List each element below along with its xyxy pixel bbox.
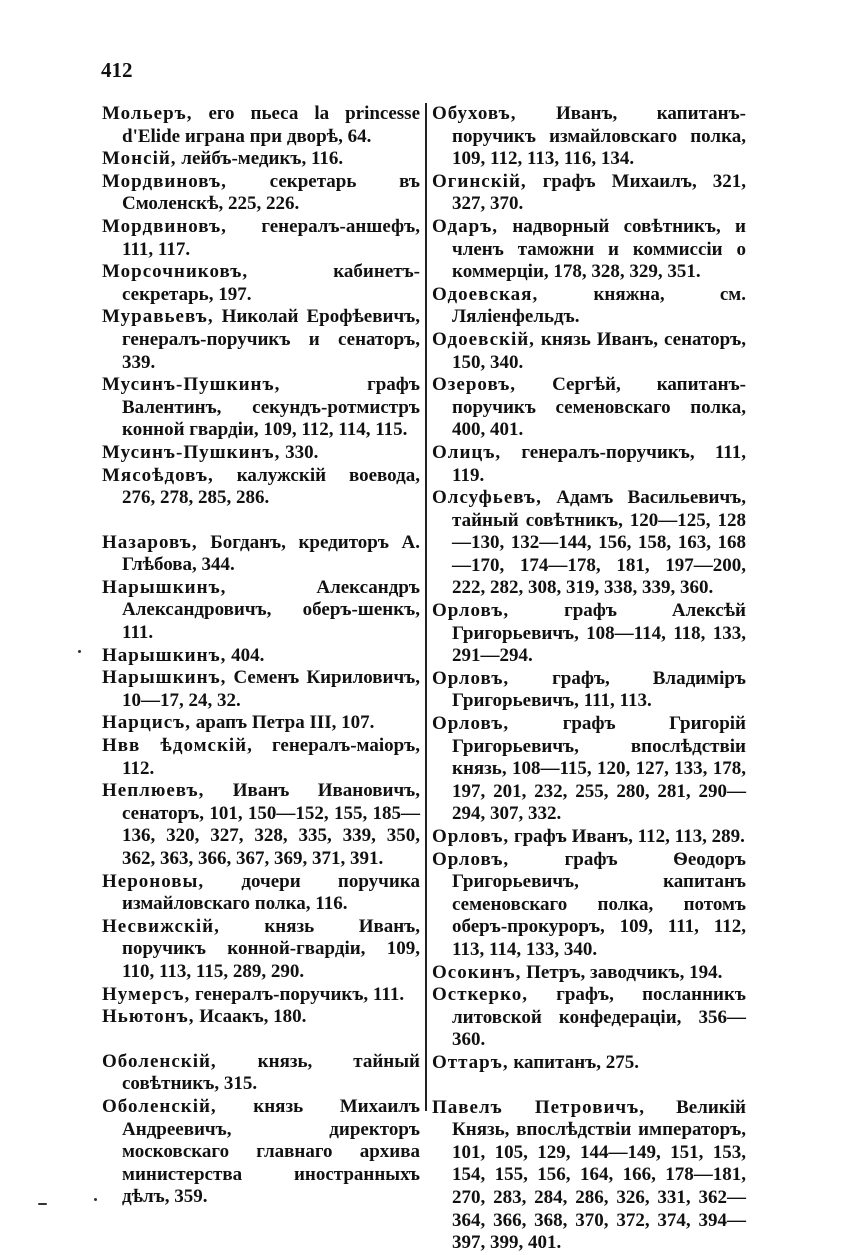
index-entry [102, 780, 420, 870]
index-entry [432, 442, 746, 487]
entry-text: 404. [231, 644, 265, 666]
index-entry [432, 984, 746, 1052]
index-entry [432, 171, 746, 216]
entry-text: графъ Алексѣй Григорьевичъ, 108—114, 118, 133, 291—294. [452, 600, 746, 667]
entry-text: Адамъ Васильевичъ, тайный совѣтникъ, 120—125, 128—130, 132—144, 156, 158, 163, 168—170, 174—178, 181, 197—200, 222, 282, 308, 319, 338, 339, 360. [452, 487, 746, 599]
index-entry [102, 465, 420, 510]
index-entry [432, 600, 746, 668]
entry-name: Павелъ Петровичъ, [432, 1096, 645, 1118]
entry-text: генералъ-поручикъ, 111. [194, 983, 405, 1005]
entry-name: Нероновы, [102, 870, 205, 892]
speck-mark [38, 1203, 47, 1205]
index-entry [102, 667, 420, 712]
entry-text: графъ, посланникъ литовской конфедераціи, 356—360. [452, 984, 747, 1051]
entry-name: Одоевская, [432, 283, 539, 305]
index-entry [102, 442, 420, 465]
entry-text: князь Иванъ, поручикъ конной-гвардіи, 109, 110, 113, 115, 289, 290. [122, 915, 421, 982]
index-entry [102, 984, 420, 1007]
entry-name: Нарышкинъ, [102, 644, 227, 666]
entry-name: Муравьевъ, [102, 306, 214, 328]
entry-text: генералъ-маіоръ, 112. [122, 735, 421, 779]
entry-text: арапъ Петра III, 107. [195, 712, 375, 734]
entry-name: Неплюевъ, [102, 780, 205, 802]
entry-text: Александръ Александровичъ, оберъ-шенкъ, 111. [122, 576, 420, 644]
entry-text: графъ Михаилъ, 321, 327, 370. [452, 170, 746, 215]
entry-text: Сергѣй, капитанъ-поручикъ семеновскаго полка, 400, 401. [452, 374, 746, 441]
entry-text: графъ, Владиміръ Григорьевичъ, 111, 113. [452, 667, 746, 712]
entry-name: Нарышкинъ, [102, 667, 227, 689]
entry-name: Орловъ, [432, 600, 510, 622]
entry-name: Мусинъ-Пушкинъ, [102, 374, 281, 396]
entry-name: Оболенскій, [102, 1095, 217, 1117]
entry-name: Оболенскій, [102, 1050, 217, 1072]
entry-text: Семенъ Кириловичъ, 10—17, 24, 32. [122, 667, 420, 711]
entry-text: Иванъ, капитанъ-поручикъ измайловскаго полка, 109, 112, 113, 116, 134. [452, 103, 746, 170]
entry-name: Монсій, [102, 148, 177, 170]
index-entry [102, 1051, 420, 1096]
index-entry [102, 712, 420, 735]
entry-text: его пьеса la princesse d'Elide играна при дворѣ, 64. [122, 103, 421, 147]
index-entry [102, 261, 420, 306]
entry-text: кабинетъ-секретарь, 197. [122, 261, 420, 305]
entry-name: Орловъ, [432, 667, 510, 689]
entry-text: 330. [285, 441, 319, 463]
entry-text: надворный совѣтникъ, и членъ таможни и коммиссіи о коммерціи, 178, 328, 329, 351. [452, 215, 746, 283]
entry-text: князь Михаилъ Андреевичъ, директоръ московскаго главнаго архива министерства иностранныхъ дѣлъ, 359. [122, 1095, 421, 1208]
entry-name: Олсуфьевъ, [432, 487, 542, 509]
entry-text: секретарь въ Смоленскѣ, 225, 226. [122, 170, 421, 215]
index-entry [432, 284, 746, 329]
index-entry [102, 577, 420, 645]
entry-text: генералъ-поручикъ, 111, 119. [452, 441, 747, 486]
index-entry [432, 329, 746, 374]
index-entry [102, 1006, 420, 1029]
column-divider [425, 103, 427, 1111]
entry-name: Нвв ѣдомскій, [102, 735, 253, 757]
speck-mark [78, 650, 81, 653]
entry-name: Мордвиновъ, [102, 215, 227, 237]
entry-name: Морсочниковъ, [102, 261, 249, 283]
entry-text: лейбъ-медикъ, 116. [181, 148, 344, 170]
entry-name: Обуховъ, [432, 103, 517, 124]
index-entry [102, 148, 420, 171]
index-entry [102, 374, 420, 442]
index-entry [102, 103, 420, 148]
entry-text: князь, тайный совѣтникъ, 315. [122, 1050, 420, 1095]
entry-text: княжна, см. Ляліенфельдъ. [452, 283, 746, 328]
entry-text: Иванъ Ивановичъ, сенаторъ, 101, 150—152, 155, 185—136, 320, 327, 328, 335, 339, 350, 362, 363, 366, 367, 369, 371, 391. [122, 780, 420, 869]
entry-name: Нумерсъ, [102, 983, 191, 1005]
entry-text: графъ Иванъ, 112, 113, 289. [513, 826, 745, 847]
entry-name: Нарцисъ, [102, 712, 192, 734]
entry-name: Орловъ, [432, 713, 510, 735]
entry-name: Огинскій, [432, 170, 527, 192]
page-number: 412 [101, 58, 133, 82]
entry-name: Осткерко, [432, 984, 528, 1006]
index-entry [102, 306, 420, 374]
entry-text: капитанъ, 275. [513, 1051, 639, 1073]
index-entry [432, 1097, 746, 1255]
entry-name: Нарышкинъ, [102, 576, 227, 598]
index-entry [432, 849, 746, 962]
entry-text: графъ Григорій Григорьевичъ, впослѣдствіи князь, 108—115, 120, 127, 133, 178, 197, 201, 232, 255, 280, 281, 290—294, 307, 332. [452, 713, 746, 825]
index-entry [102, 216, 420, 261]
index-entry [432, 487, 746, 600]
index-entry [102, 916, 420, 984]
entry-text: графъ Валентинъ, секундъ-ротмистръ конной гвардіи, 109, 112, 114, 115. [122, 374, 420, 441]
entry-name: Несвижскій, [102, 915, 220, 937]
entry-name: Озеровъ, [432, 374, 517, 396]
entry-name: Ньютонъ, [102, 1006, 195, 1028]
entry-name: Мусинъ-Пушкинъ, [102, 441, 281, 463]
entry-text: калужскій воевода, 276, 278, 285, 286. [122, 464, 420, 509]
index-entry [432, 103, 746, 171]
index-entry [102, 532, 420, 577]
index-entry [102, 871, 420, 916]
index-entry [432, 713, 746, 826]
entry-name: Орловъ, [432, 848, 510, 870]
entry-text: Николай Ерофѣевичъ, генералъ-поручикъ и сенаторъ, 339. [122, 306, 420, 373]
entry-text: Исаакъ, 180. [199, 1006, 307, 1028]
entry-text: Великій Князь, впослѣдствіи императоръ, 101, 105, 129, 144—149, 151, 153, 154, 155, 156, 164, 166, 178—181, 270, 283, 284, 286, 326, 331, 362—364, 366, 368, 370, 372, 374, 394—397, 399, 401. [452, 1096, 746, 1254]
entry-name: Осокинъ, [432, 961, 522, 983]
index-entry [432, 826, 746, 849]
index-entry [432, 1052, 746, 1075]
entry-name: Орловъ, [432, 826, 510, 847]
entry-name: Мясоѣдовъ, [102, 464, 214, 486]
index-entry [432, 962, 746, 985]
entry-text: Богданъ, кредиторъ А. Глѣбова, 344. [122, 531, 420, 576]
index-column-left [102, 103, 420, 1209]
index-entry [432, 668, 746, 713]
index-entry [102, 735, 420, 780]
entry-name: Оттаръ, [432, 1051, 509, 1073]
index-column-right [432, 103, 746, 1255]
entry-text: дочери поручика измайловскаго полка, 116. [122, 870, 421, 915]
speck-mark [94, 1198, 97, 1201]
entry-name: Мордвиновъ, [102, 170, 227, 192]
index-entry [102, 1096, 420, 1209]
entry-text: генералъ-аншефъ, 111, 117. [122, 215, 420, 260]
entry-text: князь Иванъ, сенаторъ, 150, 340. [452, 328, 747, 373]
index-entry [432, 374, 746, 442]
index-entry [432, 216, 746, 284]
entry-name: Олицъ, [432, 441, 502, 463]
entry-name: Назаровъ, [102, 531, 198, 553]
entry-name: Мольеръ, [102, 103, 193, 124]
index-entry [102, 171, 420, 216]
entry-text: графъ Ѳеодоръ Григорьевичъ, капитанъ семеновскаго полка, потомъ оберъ-прокуроръ, 109, 111, 112, 113, 114, 133, 340. [452, 848, 746, 960]
entry-name: Одоевскій, [432, 328, 535, 350]
entry-text: Петръ, заводчикъ, 194. [526, 961, 723, 983]
entry-name: Одаръ, [432, 215, 499, 237]
index-entry [102, 645, 420, 668]
